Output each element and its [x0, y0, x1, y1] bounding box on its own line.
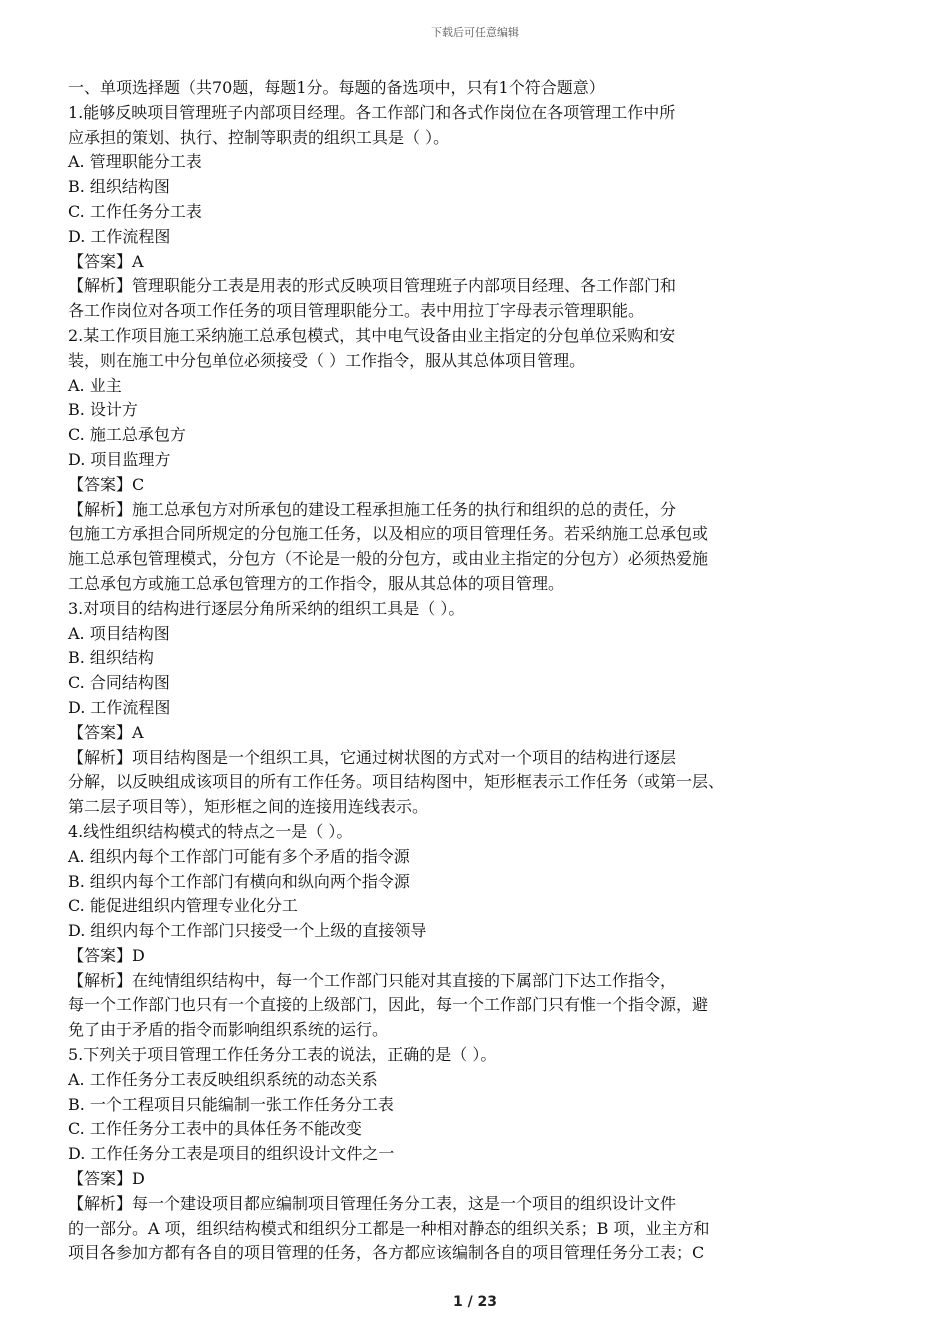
text-line: 2.某工作项目施工采纳施工总承包模式，其中电气设备由业主指定的分包单位采购和安: [68, 325, 676, 345]
text-line: 施工总承包管理模式，分包方（不论是一般的分包方，或由业主指定的分包方）必须热爱施: [68, 549, 709, 569]
text-line: D. 组织内每个工作部门只接受一个上级的直接领导: [68, 921, 427, 941]
text-line: B. 一个工程项目只能编制一张工作任务分工表: [68, 1094, 394, 1114]
text-line: B. 组织结构图: [68, 177, 170, 197]
text-line: 【解析】管理职能分工表是用表的形式反映项目管理班子内部项目经理、各工作部门和: [68, 276, 677, 296]
text-line: 第二层子项目等），矩形框之间的连接用连线表示。: [68, 797, 429, 817]
text-line: A. 项目结构图: [68, 623, 170, 643]
text-line: 工总承包方或施工总承包管理方的工作指令，服从其总体的项目管理。: [68, 573, 565, 593]
text-line: A. 管理职能分工表: [68, 152, 202, 172]
text-line: B. 设计方: [68, 400, 138, 420]
text-line: 【答案】A: [68, 722, 144, 742]
page-number: 1 / 23: [452, 1294, 498, 1310]
text-line: 项目各参加方都有各自的项目管理的任务，各方都应该编制各自的项目管理任务分工表；C: [68, 1243, 705, 1263]
text-line: D. 项目监理方: [68, 449, 171, 469]
text-line: 包施工方承担合同所规定的分包施工任务，以及相应的项目管理任务。若采纳施工总承包或: [68, 524, 709, 544]
text-line: 【解析】项目结构图是一个组织工具，它通过树状图的方式对一个项目的结构进行逐层: [68, 747, 677, 767]
page-header: 下载后可任意编辑: [431, 26, 519, 39]
text-line: A. 业主: [68, 375, 122, 395]
text-line: C. 能促进组织内管理专业化分工: [68, 896, 298, 916]
text-line: 各工作岗位对各项工作任务的项目管理职能分工。表中用拉丁字母表示管理职能。: [68, 301, 645, 321]
text-line: 的一部分。A 项，组织结构模式和组织分工都是一种相对静态的组织关系；B 项，业主方和: [68, 1218, 710, 1238]
text-line: 1.能够反映项目管理班子内部项目经理。各工作部门和各式作岗位在各项管理工作中所: [68, 102, 676, 122]
text-line: 一、单项选择题（共70题，每题1分。每题的备选项中，只有1个符合题意）: [68, 78, 605, 97]
text-line: A. 组织内每个工作部门可能有多个矛盾的指令源: [68, 846, 410, 866]
text-line: B. 组织结构: [68, 648, 154, 668]
text-line: 3.对项目的结构进行逐层分角所采纳的组织工具是（ ）。: [68, 598, 465, 618]
text-line: C. 工作任务分工表中的具体任务不能改变: [68, 1119, 362, 1139]
text-line: 【解析】施工总承包方对所承包的建设工程承担施工任务的执行和组织的总的责任，分: [68, 499, 677, 519]
text-line: 【答案】A: [68, 251, 144, 271]
text-line: 每一个工作部门也只有一个直接的上级部门，因此，每一个工作部门只有惟一个指令源，避: [68, 995, 709, 1015]
text-line: C. 施工总承包方: [68, 425, 186, 445]
text-line: B. 组织内每个工作部门有横向和纵向两个指令源: [68, 871, 410, 891]
text-line: 免了由于矛盾的指令而影响组织系统的运行。: [68, 1020, 389, 1040]
text-line: 分解，以反映组成该项目的所有工作任务。项目结构图中，矩形框表示工作任务（或第一层、: [68, 772, 725, 792]
document-body: [68, 76, 888, 1266]
text-line: C. 工作任务分工表: [68, 201, 202, 221]
text-line: D. 工作流程图: [68, 697, 171, 717]
text-line: D. 工作流程图: [68, 226, 171, 246]
text-line: A. 工作任务分工表反映组织系统的动态关系: [68, 1069, 378, 1089]
text-line: 4.线性组织结构模式的特点之一是（ ）。: [68, 821, 353, 841]
text-line: C. 合同结构图: [68, 673, 170, 693]
text-line: 【答案】C: [68, 474, 145, 494]
text-line: 【解析】在纯情组织结构中，每一个工作部门只能对其直接的下属部门下达工作指令，: [68, 970, 677, 990]
text-line: 【解析】每一个建设项目都应编制项目管理任务分工表，这是一个项目的组织设计文件: [68, 1193, 677, 1213]
text-line: D. 工作任务分工表是项目的组织设计文件之一: [68, 1144, 395, 1164]
text-line: 5.下列关于项目管理工作任务分工表的说法，正确的是（ ）。: [68, 1045, 497, 1065]
text-line: 应承担的策划、执行、控制等职责的组织工具是（ ）。: [68, 127, 450, 147]
text-line: 【答案】D: [68, 945, 145, 965]
text-line: 【答案】D: [68, 1169, 145, 1189]
text-line: 装，则在施工中分包单位必须接受（ ）工作指令，服从其总体项目管理。: [68, 350, 586, 370]
